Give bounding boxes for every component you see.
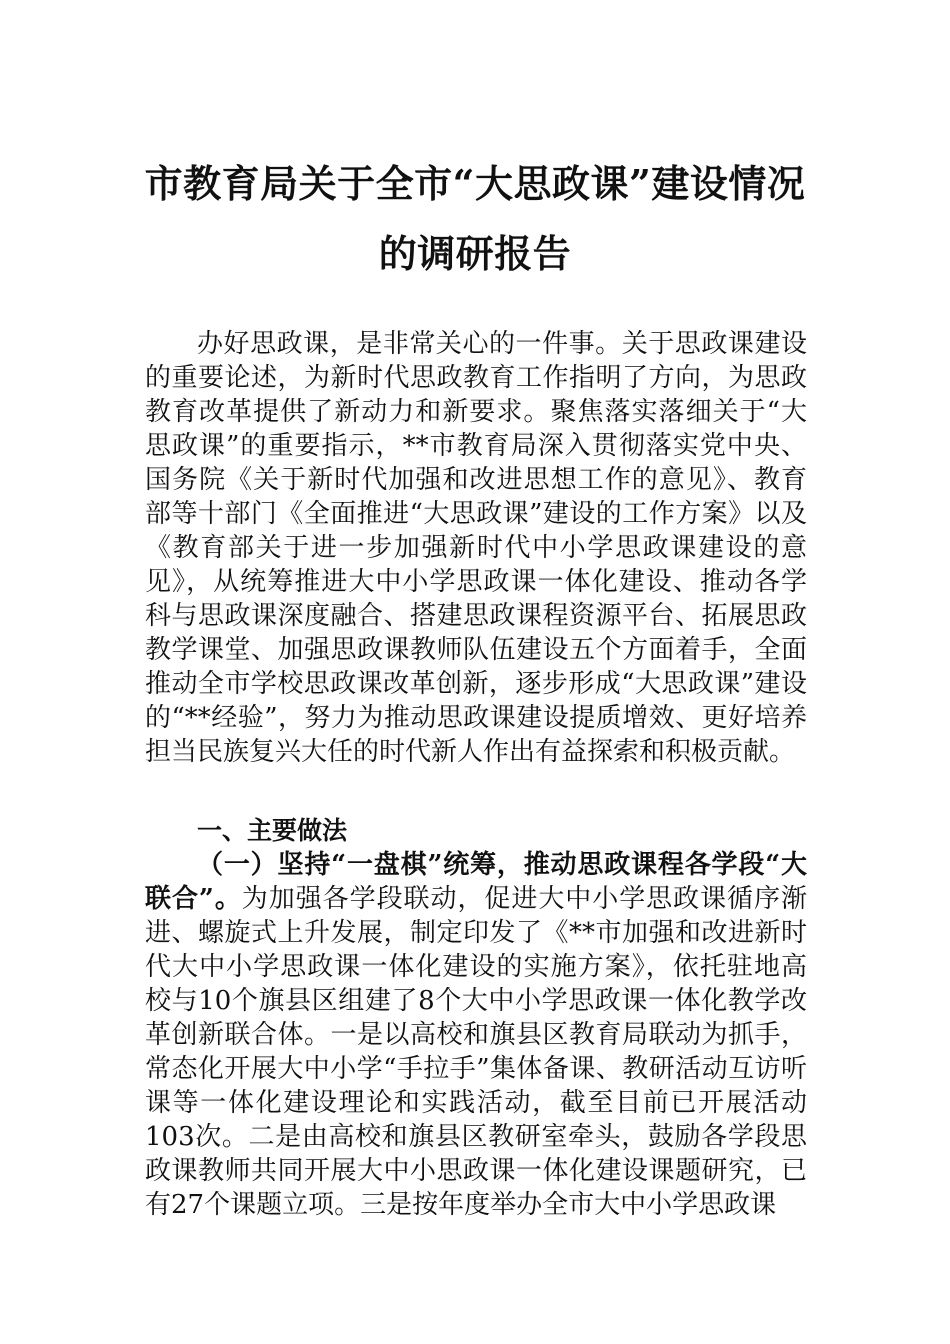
subsection-text: 为加强各学段联动，促进大中小学思政课循序渐进、螺旋式上升发展，制定印发了《**市加强和改进新时代大中小学思政课一体化建设的实施方案》，依托驻地高校与10个旗县区组建了8个大中小学思政课一体化教学改革创新联合体。一是以高校和旗县区教育局联动为抓手，常态化开展大中小学“手拉手”集体备课、教研活动互访听课等一体化建设理论和实践活动，截至目前已开展活动103次。二是由高校和旗县区教研室牵头，鼓励各学段思政课教师共同开展大中小思政课一体化建设课题研究，已有27个课题立项。三是按年度举办全市大中小学思政课	[145, 884, 807, 1220]
document-title-line-1: 市教育局关于全市“大思政课”建设情况	[144, 161, 806, 206]
document-title-line-2: 的调研报告	[378, 231, 572, 276]
section-heading: 一、主要做法	[197, 816, 348, 845]
intro-paragraph: 办好思政课，是非常关心的一件事。关于思政课建设的重要论述，为新时代思政教育工作指明了方向，为思政教育改革提供了新动力和新要求。聚焦落实落细关于“大思政课”的重要指示，**市教育局深入贯彻落实党中央、国务院《关于新时代加强和改进思想工作的意见》、教育部等十部门《全面推进“大思政课”建设的工作方案》以及《教育部关于进一步加强新时代中小学思政课建设的意见》，从统筹推进大中小学思政课一体化建设、推动各学科与思政课深度融合、搭建思政课程资源平台、拓展思政教学课堂、加强思政课教师队伍建设五个方面着手，全面推动全市学校思政课改革创新，逐步形成“大思政课”建设的“**经验”，努力为推动思政课建设提质增效、更好培养担当民族复兴大任的时代新人作出有益探索和积极贡献。	[145, 329, 807, 767]
subsection-heading: （一）坚持“一盘棋”统筹，推动思政课程各学段“大联合”。	[145, 850, 807, 914]
section-paragraph	[145, 848, 807, 1222]
